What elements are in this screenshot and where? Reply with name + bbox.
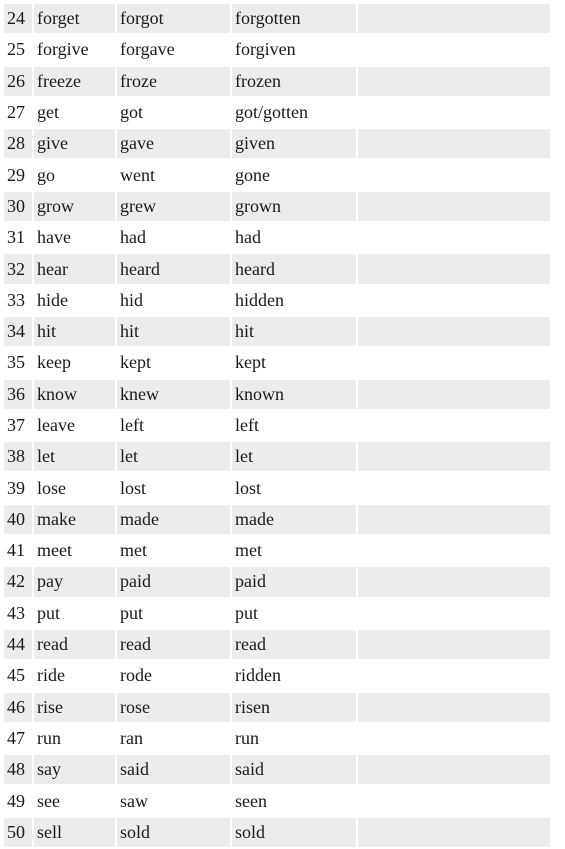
past-participle-cell: made — [232, 505, 356, 534]
past-participle-cell: gone — [232, 160, 356, 189]
row-number: 37 — [4, 411, 32, 440]
base-form-cell: put — [34, 599, 115, 628]
irregular-verbs-table — [2, 2, 552, 849]
row-number: 27 — [4, 98, 32, 127]
row-number: 33 — [4, 286, 32, 315]
table-row — [4, 786, 550, 815]
row-number: 49 — [4, 786, 32, 815]
past-participle-cell: kept — [232, 348, 356, 377]
empty-cell — [358, 160, 550, 189]
past-participle-cell: met — [232, 536, 356, 565]
table-row — [4, 630, 550, 659]
past-participle-cell: got/gotten — [232, 98, 356, 127]
empty-cell — [358, 348, 550, 377]
past-simple-cell: paid — [117, 567, 230, 596]
past-participle-cell: let — [232, 442, 356, 471]
row-number: 26 — [4, 67, 32, 96]
past-simple-cell: hit — [117, 317, 230, 346]
empty-cell — [358, 35, 550, 64]
base-form-cell: pay — [34, 567, 115, 596]
table-row — [4, 129, 550, 158]
table-row — [4, 254, 550, 283]
past-simple-cell: met — [117, 536, 230, 565]
row-number: 31 — [4, 223, 32, 252]
table-row — [4, 505, 550, 534]
base-form-cell: hit — [34, 317, 115, 346]
row-number: 45 — [4, 661, 32, 690]
row-number: 42 — [4, 567, 32, 596]
past-simple-cell: left — [117, 411, 230, 440]
base-form-cell: meet — [34, 536, 115, 565]
row-number: 29 — [4, 160, 32, 189]
row-number: 32 — [4, 254, 32, 283]
table-row — [4, 192, 550, 221]
empty-cell — [358, 192, 550, 221]
past-simple-cell: hid — [117, 286, 230, 315]
past-simple-cell: heard — [117, 254, 230, 283]
row-number: 25 — [4, 35, 32, 64]
table-row — [4, 67, 550, 96]
past-participle-cell: said — [232, 755, 356, 784]
empty-cell — [358, 129, 550, 158]
row-number: 48 — [4, 755, 32, 784]
past-participle-cell: ridden — [232, 661, 356, 690]
past-participle-cell: risen — [232, 693, 356, 722]
past-simple-cell: ran — [117, 724, 230, 753]
table-row — [4, 693, 550, 722]
base-form-cell: rise — [34, 693, 115, 722]
past-simple-cell: went — [117, 160, 230, 189]
past-simple-cell: put — [117, 599, 230, 628]
row-number: 38 — [4, 442, 32, 471]
base-form-cell: freeze — [34, 67, 115, 96]
base-form-cell: know — [34, 380, 115, 409]
table-row — [4, 599, 550, 628]
table-row — [4, 98, 550, 127]
empty-cell — [358, 567, 550, 596]
past-participle-cell: forgotten — [232, 4, 356, 33]
row-number: 36 — [4, 380, 32, 409]
table-row — [4, 755, 550, 784]
table-row — [4, 411, 550, 440]
past-participle-cell: frozen — [232, 67, 356, 96]
empty-cell — [358, 98, 550, 127]
past-participle-cell: read — [232, 630, 356, 659]
base-form-cell: keep — [34, 348, 115, 377]
empty-cell — [358, 411, 550, 440]
base-form-cell: forgive — [34, 35, 115, 64]
past-participle-cell: left — [232, 411, 356, 440]
past-participle-cell: sold — [232, 818, 356, 847]
past-simple-cell: read — [117, 630, 230, 659]
table-row — [4, 160, 550, 189]
table-row — [4, 473, 550, 502]
past-simple-cell: froze — [117, 67, 230, 96]
row-number: 41 — [4, 536, 32, 565]
past-participle-cell: paid — [232, 567, 356, 596]
past-simple-cell: had — [117, 223, 230, 252]
past-simple-cell: kept — [117, 348, 230, 377]
past-simple-cell: grew — [117, 192, 230, 221]
table-row — [4, 724, 550, 753]
table-row — [4, 536, 550, 565]
empty-cell — [358, 724, 550, 753]
past-participle-cell: seen — [232, 786, 356, 815]
base-form-cell: hear — [34, 254, 115, 283]
table-row — [4, 35, 550, 64]
past-participle-cell: had — [232, 223, 356, 252]
row-number: 50 — [4, 818, 32, 847]
base-form-cell: leave — [34, 411, 115, 440]
row-number: 46 — [4, 693, 32, 722]
past-participle-cell: hidden — [232, 286, 356, 315]
past-simple-cell: forgave — [117, 35, 230, 64]
base-form-cell: go — [34, 160, 115, 189]
table-row — [4, 380, 550, 409]
empty-cell — [358, 630, 550, 659]
base-form-cell: make — [34, 505, 115, 534]
row-number: 47 — [4, 724, 32, 753]
past-simple-cell: knew — [117, 380, 230, 409]
table-row — [4, 223, 550, 252]
empty-cell — [358, 786, 550, 815]
table-row — [4, 286, 550, 315]
base-form-cell: sell — [34, 818, 115, 847]
base-form-cell: let — [34, 442, 115, 471]
empty-cell — [358, 536, 550, 565]
empty-cell — [358, 254, 550, 283]
row-number: 40 — [4, 505, 32, 534]
base-form-cell: read — [34, 630, 115, 659]
empty-cell — [358, 67, 550, 96]
empty-cell — [358, 442, 550, 471]
empty-cell — [358, 505, 550, 534]
row-number: 30 — [4, 192, 32, 221]
table-row — [4, 442, 550, 471]
past-simple-cell: saw — [117, 786, 230, 815]
table-row — [4, 348, 550, 377]
past-simple-cell: forgot — [117, 4, 230, 33]
table-row — [4, 661, 550, 690]
past-simple-cell: sold — [117, 818, 230, 847]
table-row — [4, 567, 550, 596]
empty-cell — [358, 473, 550, 502]
past-simple-cell: said — [117, 755, 230, 784]
row-number: 39 — [4, 473, 32, 502]
empty-cell — [358, 380, 550, 409]
row-number: 44 — [4, 630, 32, 659]
table-row — [4, 4, 550, 33]
past-participle-cell: put — [232, 599, 356, 628]
row-number: 24 — [4, 4, 32, 33]
base-form-cell: ride — [34, 661, 115, 690]
table-row — [4, 818, 550, 847]
past-participle-cell: hit — [232, 317, 356, 346]
empty-cell — [358, 317, 550, 346]
base-form-cell: say — [34, 755, 115, 784]
base-form-cell: run — [34, 724, 115, 753]
past-simple-cell: lost — [117, 473, 230, 502]
past-simple-cell: let — [117, 442, 230, 471]
empty-cell — [358, 818, 550, 847]
past-participle-cell: known — [232, 380, 356, 409]
past-simple-cell: gave — [117, 129, 230, 158]
past-participle-cell: lost — [232, 473, 356, 502]
row-number: 35 — [4, 348, 32, 377]
row-number: 43 — [4, 599, 32, 628]
empty-cell — [358, 599, 550, 628]
base-form-cell: get — [34, 98, 115, 127]
empty-cell — [358, 755, 550, 784]
past-participle-cell: given — [232, 129, 356, 158]
empty-cell — [358, 693, 550, 722]
past-simple-cell: rose — [117, 693, 230, 722]
base-form-cell: lose — [34, 473, 115, 502]
row-number: 28 — [4, 129, 32, 158]
empty-cell — [358, 223, 550, 252]
irregular-verbs-table-body — [4, 4, 550, 847]
table-row — [4, 317, 550, 346]
base-form-cell: grow — [34, 192, 115, 221]
empty-cell — [358, 4, 550, 33]
base-form-cell: give — [34, 129, 115, 158]
past-participle-cell: run — [232, 724, 356, 753]
past-participle-cell: heard — [232, 254, 356, 283]
base-form-cell: see — [34, 786, 115, 815]
base-form-cell: have — [34, 223, 115, 252]
empty-cell — [358, 286, 550, 315]
past-participle-cell: forgiven — [232, 35, 356, 64]
past-simple-cell: got — [117, 98, 230, 127]
row-number: 34 — [4, 317, 32, 346]
base-form-cell: hide — [34, 286, 115, 315]
base-form-cell: forget — [34, 4, 115, 33]
past-simple-cell: rode — [117, 661, 230, 690]
past-participle-cell: grown — [232, 192, 356, 221]
past-simple-cell: made — [117, 505, 230, 534]
empty-cell — [358, 661, 550, 690]
